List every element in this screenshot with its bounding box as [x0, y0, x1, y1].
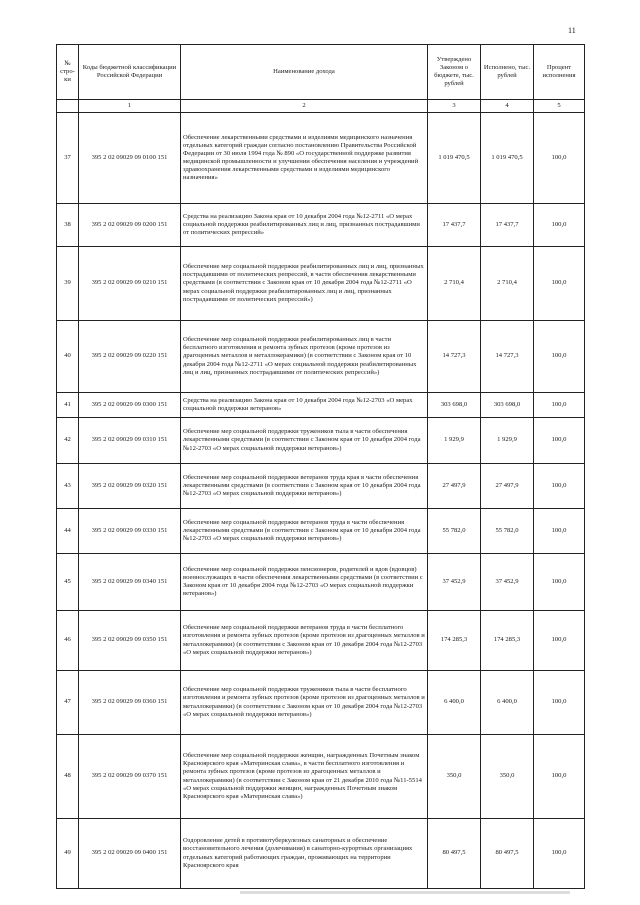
- income-name: Обеспечение мер социальной поддержки ветеранов труда в части бесплатного изготовления и ремонта зубных протезов (кроме протезов из драгоценных металлов и металлокерамики) (в соответствии с Законом края от 10 декабря 2004 года №12-2703 «О мерах социальной поддержки ветеранов»): [181, 611, 428, 671]
- execution-percent: 100,0: [534, 393, 585, 418]
- column-number: 4: [481, 100, 534, 113]
- row-number: 42: [57, 418, 79, 464]
- table-row: [57, 554, 585, 611]
- execution-percent: 100,0: [534, 611, 585, 671]
- executed-amount: 2 710,4: [481, 247, 534, 321]
- income-name: Обеспечение мер социальной поддержки женщин, награжденных Почетным знаком Красноярского края «Материнская слава», в части бесплатного изготовления и ремонта зубных протезов (кроме протезов из драгоценных металлов и металлокерамики) (в соответствии с Законом края от 21 декабря 2010 года №11-5514 «О мерах социальной поддержки женщин, награжденных Почетным знаком Красноярского края «Материнская слава»): [181, 735, 428, 819]
- income-name: Обеспечение мер социальной поддержки ветеранов труда края в части обеспечения лекарственными средствами (в соответствии с Законом края от 10 декабря 2004 года №12-2703 «О мерах социальной поддержки ветеранов»): [181, 464, 428, 509]
- row-number: 38: [57, 204, 79, 247]
- scan-smudge: [240, 891, 570, 894]
- execution-percent: 100,0: [534, 204, 585, 247]
- executed-amount: 303 698,0: [481, 393, 534, 418]
- execution-percent: 100,0: [534, 735, 585, 819]
- budget-revenue-table: [56, 44, 585, 889]
- execution-percent: 100,0: [534, 464, 585, 509]
- budget-code: 395 2 02 09029 09 0330 151: [79, 509, 181, 554]
- table-row: [57, 247, 585, 321]
- income-name: Средства на реализацию Закона края от 10 декабря 2004 года №12-2703 «О мерах социальной поддержки ветеранов»: [181, 393, 428, 418]
- approved-amount: 14 727,3: [428, 321, 481, 393]
- row-number: 41: [57, 393, 79, 418]
- approved-amount: 6 400,0: [428, 671, 481, 735]
- table-header-row: [57, 45, 585, 100]
- budget-code: 395 2 02 09029 09 0220 151: [79, 321, 181, 393]
- approved-amount: 174 285,3: [428, 611, 481, 671]
- executed-amount: 1 929,9: [481, 418, 534, 464]
- budget-code: 395 2 02 09029 09 0360 151: [79, 671, 181, 735]
- income-name: Средства на реализацию Закона края от 10 декабря 2004 года №12-2711 «О мерах социальной поддержки реабилитированных лиц и лиц, признанных пострадавшими от политических репрессий»: [181, 204, 428, 247]
- execution-percent: 100,0: [534, 113, 585, 204]
- execution-percent: 100,0: [534, 509, 585, 554]
- execution-percent: 100,0: [534, 554, 585, 611]
- income-name: Обеспечение мер социальной поддержки пенсионеров, родителей и вдов (вдовцов) военнослужащих в части обеспечения лекарственными средствами (в соответствии с Законом края от 10 декабря 2004 года №12-2703 «О мерах социальной поддержки ветеранов»): [181, 554, 428, 611]
- execution-percent: 100,0: [534, 247, 585, 321]
- budget-code: 395 2 02 09029 09 0370 151: [79, 735, 181, 819]
- table-row: [57, 819, 585, 889]
- header-execution-percent: Процент исполнения: [534, 45, 585, 100]
- approved-amount: 303 698,0: [428, 393, 481, 418]
- execution-percent: 100,0: [534, 671, 585, 735]
- income-name: Обеспечение мер социальной поддержки тружеников тыла в части бесплатного изготовления и ремонта зубных протезов (кроме протезов из драгоценных металлов и металлокерамики) (в соответствии с Законом края от 10 декабря 2004 года №12-2703 «О мерах социальной поддержки ветеранов»): [181, 671, 428, 735]
- column-number-blank: [57, 100, 79, 113]
- row-number: 47: [57, 671, 79, 735]
- approved-amount: 27 497,9: [428, 464, 481, 509]
- table-row: [57, 671, 585, 735]
- column-number: 5: [534, 100, 585, 113]
- row-number: 39: [57, 247, 79, 321]
- header-approved-amount: Утверждено Законом о бюджете, тыс. рублей: [428, 45, 481, 100]
- budget-code: 395 2 02 09029 09 0400 151: [79, 819, 181, 889]
- budget-code: 395 2 02 09029 09 0310 151: [79, 418, 181, 464]
- executed-amount: 1 019 470,5: [481, 113, 534, 204]
- income-name: Обеспечение лекарственными средствами и изделиями медицинского назначения отдельных категорий граждан согласно постановлению Правительства Российской Федерации от 30 июля 1994 года № 890 «О государственной поддержке развития медицинской промышленности и улучшении обеспечения населения и учреждений здравоохранения лекарственными средствами и изделиями медицинского назначения»: [181, 113, 428, 204]
- table-row: [57, 418, 585, 464]
- executed-amount: 350,0: [481, 735, 534, 819]
- budget-code: 395 2 02 09029 09 0340 151: [79, 554, 181, 611]
- header-executed-amount: Исполнено, тыс. рублей: [481, 45, 534, 100]
- income-name: Обеспечение мер социальной поддержки тружеников тыла в части обеспечения лекарственными средствами (в соответствии с Законом края от 10 декабря 2004 года №12-2703 «О мерах социальной поддержки ветеранов»): [181, 418, 428, 464]
- table-row: [57, 509, 585, 554]
- executed-amount: 80 497,5: [481, 819, 534, 889]
- header-row-number: № стро- ки: [57, 45, 79, 100]
- column-number: 1: [79, 100, 181, 113]
- executed-amount: 6 400,0: [481, 671, 534, 735]
- executed-amount: 17 437,7: [481, 204, 534, 247]
- row-number: 44: [57, 509, 79, 554]
- column-number-row: [57, 100, 585, 113]
- row-number: 48: [57, 735, 79, 819]
- budget-code: 395 2 02 09029 09 0210 151: [79, 247, 181, 321]
- table-row: [57, 204, 585, 247]
- approved-amount: 37 452,9: [428, 554, 481, 611]
- table-row: [57, 393, 585, 418]
- table-row: [57, 464, 585, 509]
- executed-amount: 55 782,0: [481, 509, 534, 554]
- execution-percent: 100,0: [534, 819, 585, 889]
- income-name: Обеспечение мер социальной поддержки реабилитированных лиц в части бесплатного изготовления и ремонта зубных протезов (кроме протезов из драгоценных металлов и металлокерамики) (в соответствии с Законом края от 10 декабря 2004 года №12-2711 «О мерах социальной поддержки реабилитированных лиц и лиц, признанных пострадавшими от политических репрессий»): [181, 321, 428, 393]
- executed-amount: 14 727,3: [481, 321, 534, 393]
- approved-amount: 55 782,0: [428, 509, 481, 554]
- executed-amount: 37 452,9: [481, 554, 534, 611]
- row-number: 45: [57, 554, 79, 611]
- header-income-name: Наименование дохода: [181, 45, 428, 100]
- page-number: 11: [568, 26, 576, 35]
- approved-amount: 80 497,5: [428, 819, 481, 889]
- column-number: 3: [428, 100, 481, 113]
- row-number: 49: [57, 819, 79, 889]
- budget-code: 395 2 02 09029 09 0300 151: [79, 393, 181, 418]
- table-row: [57, 113, 585, 204]
- row-number: 37: [57, 113, 79, 204]
- table-row: [57, 611, 585, 671]
- budget-code: 395 2 02 09029 09 0200 151: [79, 204, 181, 247]
- execution-percent: 100,0: [534, 418, 585, 464]
- table-row: [57, 321, 585, 393]
- budget-code: 395 2 02 09029 09 0100 151: [79, 113, 181, 204]
- approved-amount: 2 710,4: [428, 247, 481, 321]
- approved-amount: 1 019 470,5: [428, 113, 481, 204]
- column-number: 2: [181, 100, 428, 113]
- header-budget-code: Коды бюджетной классификации Российской Федерации: [79, 45, 181, 100]
- row-number: 40: [57, 321, 79, 393]
- approved-amount: 350,0: [428, 735, 481, 819]
- executed-amount: 174 285,3: [481, 611, 534, 671]
- approved-amount: 17 437,7: [428, 204, 481, 247]
- row-number: 46: [57, 611, 79, 671]
- table-row: [57, 735, 585, 819]
- execution-percent: 100,0: [534, 321, 585, 393]
- income-name: Оздоровление детей в противотуберкулезных санаторных и обеспечение восстановительного лечения (долечивания) в санаторно-курортных организациях отдельных категорий работающих граждан, проживающих на территории Красноярского края: [181, 819, 428, 889]
- budget-code: 395 2 02 09029 09 0320 151: [79, 464, 181, 509]
- income-name: Обеспечение мер социальной поддержки реабилитированных лиц и лиц, признанных пострадавшими от политических репрессий, в части обеспечения лекарственными средствами (в соответствии с Законом края от 10 декабря 2004 года №12-2711 «О мерах социальной поддержки реабилитированных лиц и лиц, признанных пострадавшими от политических репрессий»): [181, 247, 428, 321]
- income-name: Обеспечение мер социальной поддержки ветеранов труда в части обеспечения лекарственными средствами (в соответствии с Законом края от 10 декабря 2004 года №12-2703 «О мерах социальной поддержки ветеранов»): [181, 509, 428, 554]
- budget-code: 395 2 02 09029 09 0350 151: [79, 611, 181, 671]
- row-number: 43: [57, 464, 79, 509]
- executed-amount: 27 497,9: [481, 464, 534, 509]
- approved-amount: 1 929,9: [428, 418, 481, 464]
